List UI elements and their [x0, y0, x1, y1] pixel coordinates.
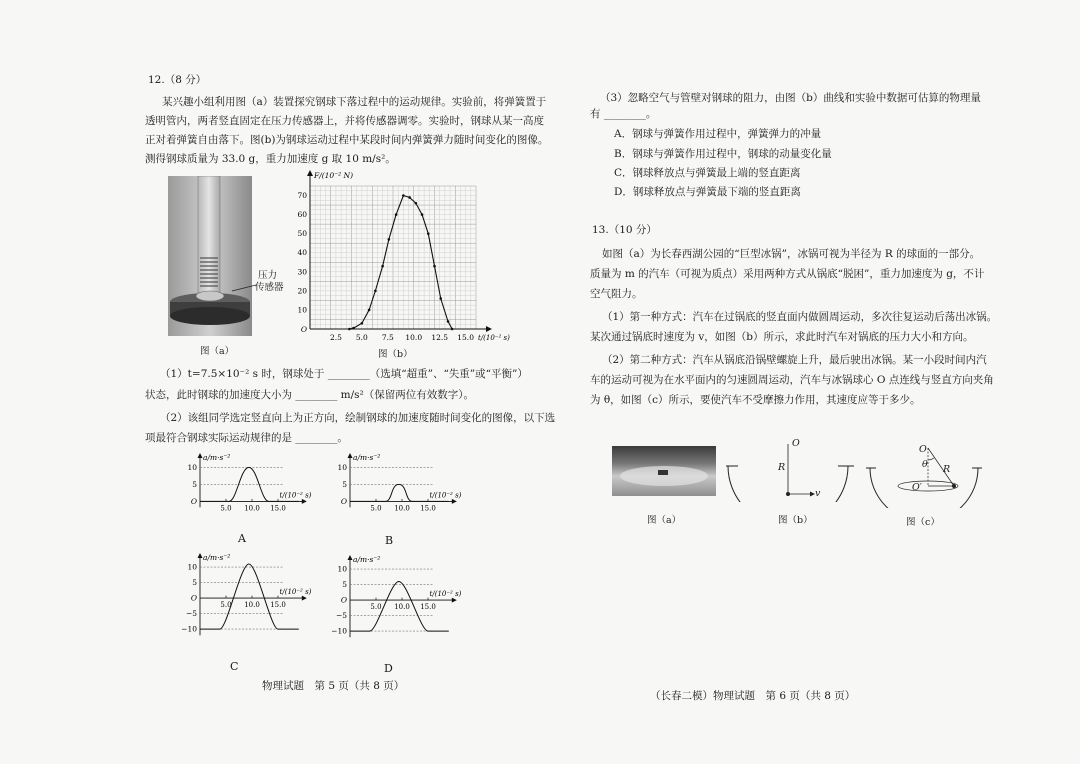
y-tick-label: 40: [297, 248, 307, 258]
choice-b: B．钢球与弹簧作用过程中，钢球的动量变化量: [614, 148, 832, 160]
y-tick-label: 5: [342, 580, 347, 590]
y-axis-arrow: [348, 453, 353, 458]
data-point: [439, 297, 442, 300]
q12-3-line: （3）忽略空气与管壁对钢球的阻力，由图（b）曲线和实验中数据可估算的物理量: [600, 92, 981, 104]
option-label: A: [238, 532, 246, 545]
data-point: [421, 213, 424, 216]
x-axis-label: t/(10⁻² s): [478, 334, 510, 342]
data-point: [352, 327, 355, 330]
fig-b-velocity-label: v: [815, 488, 821, 499]
x-tick-label: 10.0: [394, 603, 410, 612]
acceleration-curve: [200, 564, 299, 629]
y-tick-label: 5: [192, 479, 197, 489]
x-tick-label: 2.5: [329, 333, 342, 342]
data-point: [381, 265, 384, 268]
q13-intro-line: 如图（a）为长春西湖公园的“巨型冰锅”，冰锅可视为半径为 R 的球面的一部分。: [602, 248, 981, 260]
y-axis-label: F/(10⁻² N): [314, 171, 354, 180]
sensor-label: 压力: [258, 270, 278, 281]
q13-2-line: （2）第二种方式：汽车从锅底沿锅壁螺旋上升，最后驶出冰锅。某一小段时间内汽: [602, 354, 987, 366]
y-tick-label: O: [340, 595, 347, 605]
fig-c-angle-label: θ: [922, 459, 928, 470]
x-axis-label: t/(10⁻² s): [429, 590, 462, 599]
x-axis-arrow: [452, 598, 457, 603]
option-label: D: [384, 662, 393, 675]
x-axis-arrow: [302, 499, 307, 504]
x-tick-label: 5.0: [220, 504, 232, 513]
x-tick-label: 15.0: [420, 603, 436, 612]
x-tick-label: 15.0: [457, 333, 474, 342]
choice-d: D．钢球释放点与弹簧最下端的竖直距离: [614, 186, 801, 198]
x-tick-label: 15.0: [420, 504, 436, 513]
data-point: [361, 322, 364, 325]
q13-2-line: 为 θ，如图（c）所示，要使汽车不受摩擦力作用，其速度应等于多少。: [590, 394, 921, 406]
q12-header: 12.（8 分）: [148, 74, 207, 86]
force-time-chart: [290, 164, 520, 352]
q12-1-line: 状态，此时钢球的加速度大小为 ________ m/s²（保留两位有效数字）。: [145, 389, 475, 401]
fig-c-radius-label: R: [943, 464, 951, 475]
x-tick-label: 10.0: [244, 601, 260, 610]
x-tick-label: 10.0: [394, 504, 410, 513]
q12-intro-line: 测得钢球质量为 33.0 g，重力加速度 g 取 10 m/s²。: [145, 153, 396, 165]
data-point: [427, 232, 430, 235]
q12-intro-line: 正对着弹簧自由落下。图(b)为钢球运动过程中某段时间内弹簧弹力随时间变化的图像。: [145, 134, 549, 146]
choice-a: A．钢球与弹簧作用过程中，弹簧弹力的冲量: [614, 128, 822, 140]
x-axis-arrow: [452, 499, 457, 504]
fig-c-caption: 图（c）: [906, 517, 940, 528]
data-point: [451, 328, 454, 331]
x-axis-arrow: [486, 326, 492, 332]
y-tick-label: 10: [337, 564, 347, 574]
page-footer: 物理试题 第 5 页（共 8 页）: [262, 680, 405, 692]
page-footer: （长春二模）物理试题 第 6 页（共 8 页）: [650, 690, 856, 702]
y-axis-label: a/m·s⁻²: [203, 553, 231, 562]
data-point: [408, 196, 411, 199]
q12-2-line: （2）该组同学选定竖直向上为正方向，绘制钢球的加速度随时间变化的图像，以下选: [160, 412, 556, 424]
data-point: [415, 202, 418, 205]
y-tick-label: O: [190, 593, 197, 603]
data-point: [395, 213, 398, 216]
sensor-pointer: [230, 283, 260, 293]
y-tick-label: 5: [342, 479, 347, 489]
x-tick-label: 12.5: [431, 333, 449, 342]
y-tick-label: 10: [337, 462, 347, 472]
ice-pot-photo: [612, 446, 716, 496]
x-axis-arrow: [302, 596, 307, 601]
fig-a-caption: 图（a）: [647, 515, 682, 526]
option-label: B: [385, 534, 394, 547]
option-a-graph: [172, 450, 332, 522]
data-point: [433, 265, 436, 268]
q13-1-line: （1）第一种方式：汽车在过锅底的竖直面内做圆周运动，多次往复运动后荡出冰锅。: [602, 311, 998, 323]
data-point: [374, 290, 377, 293]
x-tick-label: 10.0: [244, 504, 260, 513]
q13-intro-line: 空气阻力。: [590, 288, 643, 300]
x-tick-label: 15.0: [270, 601, 286, 610]
y-axis-label: a/m·s⁻²: [353, 555, 381, 564]
fig-b-diagram: [726, 440, 856, 502]
y-tick-label: 50: [297, 229, 307, 239]
q13-2-line: 车的运动可视为在水平面内的匀速圆周运动，汽车与冰锅球心 O 点连线与竖直方向夹角: [590, 374, 994, 386]
option-b-graph: [322, 450, 482, 522]
option-c-graph: [172, 550, 332, 650]
x-axis-label: t/(10⁻² s): [429, 491, 462, 500]
option-label: C: [230, 660, 239, 673]
fig-b-center-label: O: [792, 438, 800, 449]
y-axis-label: a/m·s⁻²: [353, 453, 381, 462]
y-axis-arrow: [198, 553, 203, 558]
y-tick-label: −5: [335, 611, 347, 621]
y-axis-label: a/m·s⁻²: [203, 453, 231, 462]
y-tick-label: 10: [187, 462, 197, 472]
fig-a-photo: [168, 176, 252, 336]
option-d-graph: [322, 552, 482, 652]
q13-1-line: 某次通过锅底时速度为 v，如图（b）所示，求此时汽车对锅底的压力大小和方向。: [590, 331, 974, 343]
y-tick-label: −5: [185, 609, 197, 619]
y-tick-label: −10: [181, 624, 197, 634]
x-tick-label: 15.0: [270, 504, 286, 513]
x-tick-label: 5.0: [370, 504, 382, 513]
data-point: [348, 328, 351, 331]
y-tick-label: 20: [297, 286, 307, 296]
q13-intro-line: 质量为 m 的汽车（可视为质点）采用两种方式从锅底“脱困”，重力加速度为 g，不计: [590, 268, 985, 280]
fig-a-caption: 图（a）: [200, 346, 235, 357]
y-axis-arrow: [198, 453, 203, 458]
x-tick-label: 7.5: [381, 333, 394, 342]
data-point: [402, 194, 405, 197]
choice-c: C．钢球释放点与弹簧最上端的竖直距离: [614, 167, 801, 179]
q12-intro-line: 某兴趣小组利用图（a）装置探究钢球下落过程中的运动规律。实验前，将弹簧置于: [162, 96, 547, 108]
y-tick-label: O: [190, 496, 197, 506]
origin-label: O: [300, 325, 307, 334]
fig-b-caption: 图（b）: [778, 515, 813, 526]
data-point: [388, 238, 391, 241]
y-tick-label: O: [340, 496, 347, 506]
fig-c-diagram: [866, 446, 982, 508]
right-page: [540, 0, 1080, 764]
y-tick-label: 70: [297, 191, 307, 201]
q12-3-line: 有 ________。: [590, 108, 657, 120]
x-tick-label: 10.0: [405, 333, 423, 342]
q12-1-line: （1）t=7.5×10⁻² s 时，钢球处于 ________（选填“超重”、“失重”或“平衡”）: [160, 368, 528, 380]
sensor-label: 传感器: [255, 282, 284, 293]
x-tick-label: 5.0: [220, 601, 232, 610]
y-tick-label: 10: [297, 305, 307, 315]
data-point: [368, 309, 371, 312]
y-tick-label: −10: [331, 626, 347, 636]
q12-intro-line: 透明管内，两者竖直固定在压力传感器上，并将传感器调零。实验时，钢球从某一高度: [145, 115, 544, 127]
fig-b-radius-label: R: [778, 462, 786, 473]
y-axis-arrow: [307, 170, 313, 176]
fig-b-caption: 图（b）: [378, 349, 413, 360]
x-tick-label: 5.0: [370, 603, 382, 612]
y-tick-label: 60: [297, 210, 307, 220]
x-axis-label: t/(10⁻² s): [279, 588, 312, 597]
fig-c-center-label: O: [919, 444, 927, 455]
y-axis-arrow: [348, 555, 353, 560]
fig-c-circle-center-label: O′: [912, 482, 922, 493]
x-tick-label: 5.0: [355, 333, 368, 342]
x-axis-label: t/(10⁻² s): [279, 491, 312, 500]
q12-2-line: 项最符合钢球实际运动规律的是 ________。: [145, 432, 348, 444]
y-tick-label: 30: [297, 267, 307, 277]
data-point: [447, 320, 450, 323]
y-tick-label: 5: [192, 578, 197, 588]
q13-header: 13.（10 分）: [592, 224, 657, 236]
y-tick-label: 10: [187, 562, 197, 572]
